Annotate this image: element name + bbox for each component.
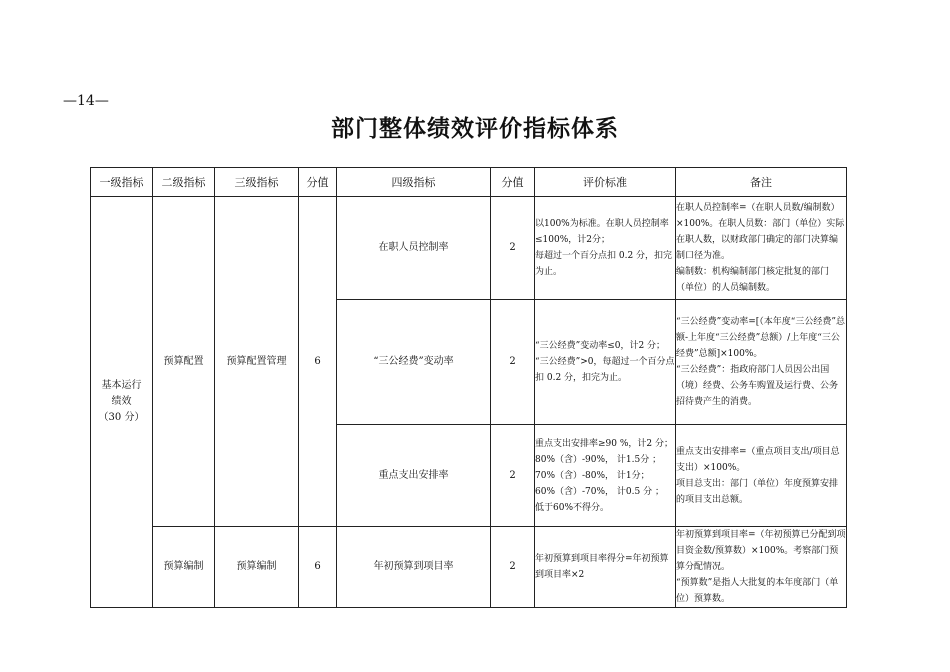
level1-line: 绩效 xyxy=(111,396,132,407)
level4-cell: 在职人员控制率 xyxy=(337,197,491,300)
note-line: “预算数”是指人大批复的本年度部门（单位）预算数。 xyxy=(676,578,839,604)
header-level2: 二级指标 xyxy=(153,168,215,197)
level4-cell: 重点支出安排率 xyxy=(337,425,491,527)
score-cell: 2 xyxy=(491,300,535,425)
note-cell xyxy=(676,300,847,425)
standard-line: 低于60%不得分。 xyxy=(535,502,610,513)
standard-line: “三公经费”>0，每超过一个百分点扣 0.2 分，扣完为止。 xyxy=(535,357,675,383)
level3-cell: 预算配置管理 xyxy=(215,197,299,527)
header-row xyxy=(91,168,847,197)
page-title: 部门整体绩效评价指标体系 xyxy=(331,116,619,142)
standard-line: 60%（含）-70%， 计0.5 分 ； xyxy=(535,486,664,497)
standard-line: “三公经费”变动率≤0，计2 分； xyxy=(535,341,666,351)
standard-cell xyxy=(535,425,676,527)
score-cell: 2 xyxy=(491,425,535,527)
table-row xyxy=(91,527,847,608)
page-number: —14— xyxy=(63,93,109,109)
level3-cell: 预算编制 xyxy=(215,527,299,608)
standard-line: 70%（含）-80%， 计1分； xyxy=(535,470,650,481)
note-cell xyxy=(676,425,847,527)
group-score-cell: 6 xyxy=(299,527,337,608)
level2-cell: 预算编制 xyxy=(153,527,215,608)
score-cell: 2 xyxy=(491,197,535,300)
note-cell xyxy=(676,527,847,608)
standard-line: 年初预算到项目率得分=年初预算到项目率×2 xyxy=(535,554,669,580)
level2-cell: 预算配置 xyxy=(153,197,215,527)
note-line: 年初预算到项目率=（年初预算已分配到项目资金数/预算数）×100%。考察部门预算分配情况。 xyxy=(676,530,846,572)
level1-cell xyxy=(91,197,153,608)
standard-cell xyxy=(535,197,676,300)
note-line: 重点支出安排率=（重点项目支出/项目总支出）×100%。 xyxy=(676,446,840,473)
header-standard: 评价标准 xyxy=(535,168,676,197)
standard-cell xyxy=(535,527,676,608)
group-score-cell: 6 xyxy=(299,197,337,527)
note-line: 编制数：机构编制部门核定批复的部门（单位）的人员编制数。 xyxy=(676,267,830,293)
note-line: 项目总支出：部门（单位）年度预算安排的项目支出总额。 xyxy=(676,478,839,505)
table-row xyxy=(91,197,847,300)
note-line: 在职人员控制率=（在职人员数/编制数）×100%。在职人员数：部门（单位）实际在职人数，以财政部门确定的部门决算编制口径为准。 xyxy=(676,203,845,261)
indicator-table xyxy=(90,167,847,608)
level4-cell: “三公经费”变动率 xyxy=(337,300,491,425)
standard-line: 每超过一个百分点扣 0.2 分，扣完为止。 xyxy=(535,251,673,277)
header-note: 备注 xyxy=(676,168,847,197)
standard-line: 80%（含）-90%， 计1.5分 ； xyxy=(535,454,662,465)
level1-line: （30 分） xyxy=(98,412,145,423)
standard-cell xyxy=(535,300,676,425)
standard-line: 以100%为标准。在职人员控制率≤100%，计2分； xyxy=(535,219,669,245)
header-score-2: 分值 xyxy=(491,168,535,197)
header-level4: 四级指标 xyxy=(337,168,491,197)
note-line: “三公经费”：指政府部门人员因公出国（境）经费、公务车购置及运行费、公务招待费产生的消费。 xyxy=(676,365,839,407)
header-level3: 三级指标 xyxy=(215,168,299,197)
standard-line: 重点支出安排率≥90 %，计2 分； xyxy=(535,438,673,449)
level4-cell: 年初预算到项目率 xyxy=(337,527,491,608)
header-level1: 一级指标 xyxy=(91,168,153,197)
note-line: “三公经费”变动率=[（本年度“三公经费”总额-上年度“三公经费”总额）/上年度“三公经费”总额]×100%。 xyxy=(676,317,845,359)
score-cell: 2 xyxy=(491,527,535,608)
header-score: 分值 xyxy=(299,168,337,197)
note-cell xyxy=(676,197,847,300)
level1-line: 基本运行 xyxy=(101,380,142,391)
